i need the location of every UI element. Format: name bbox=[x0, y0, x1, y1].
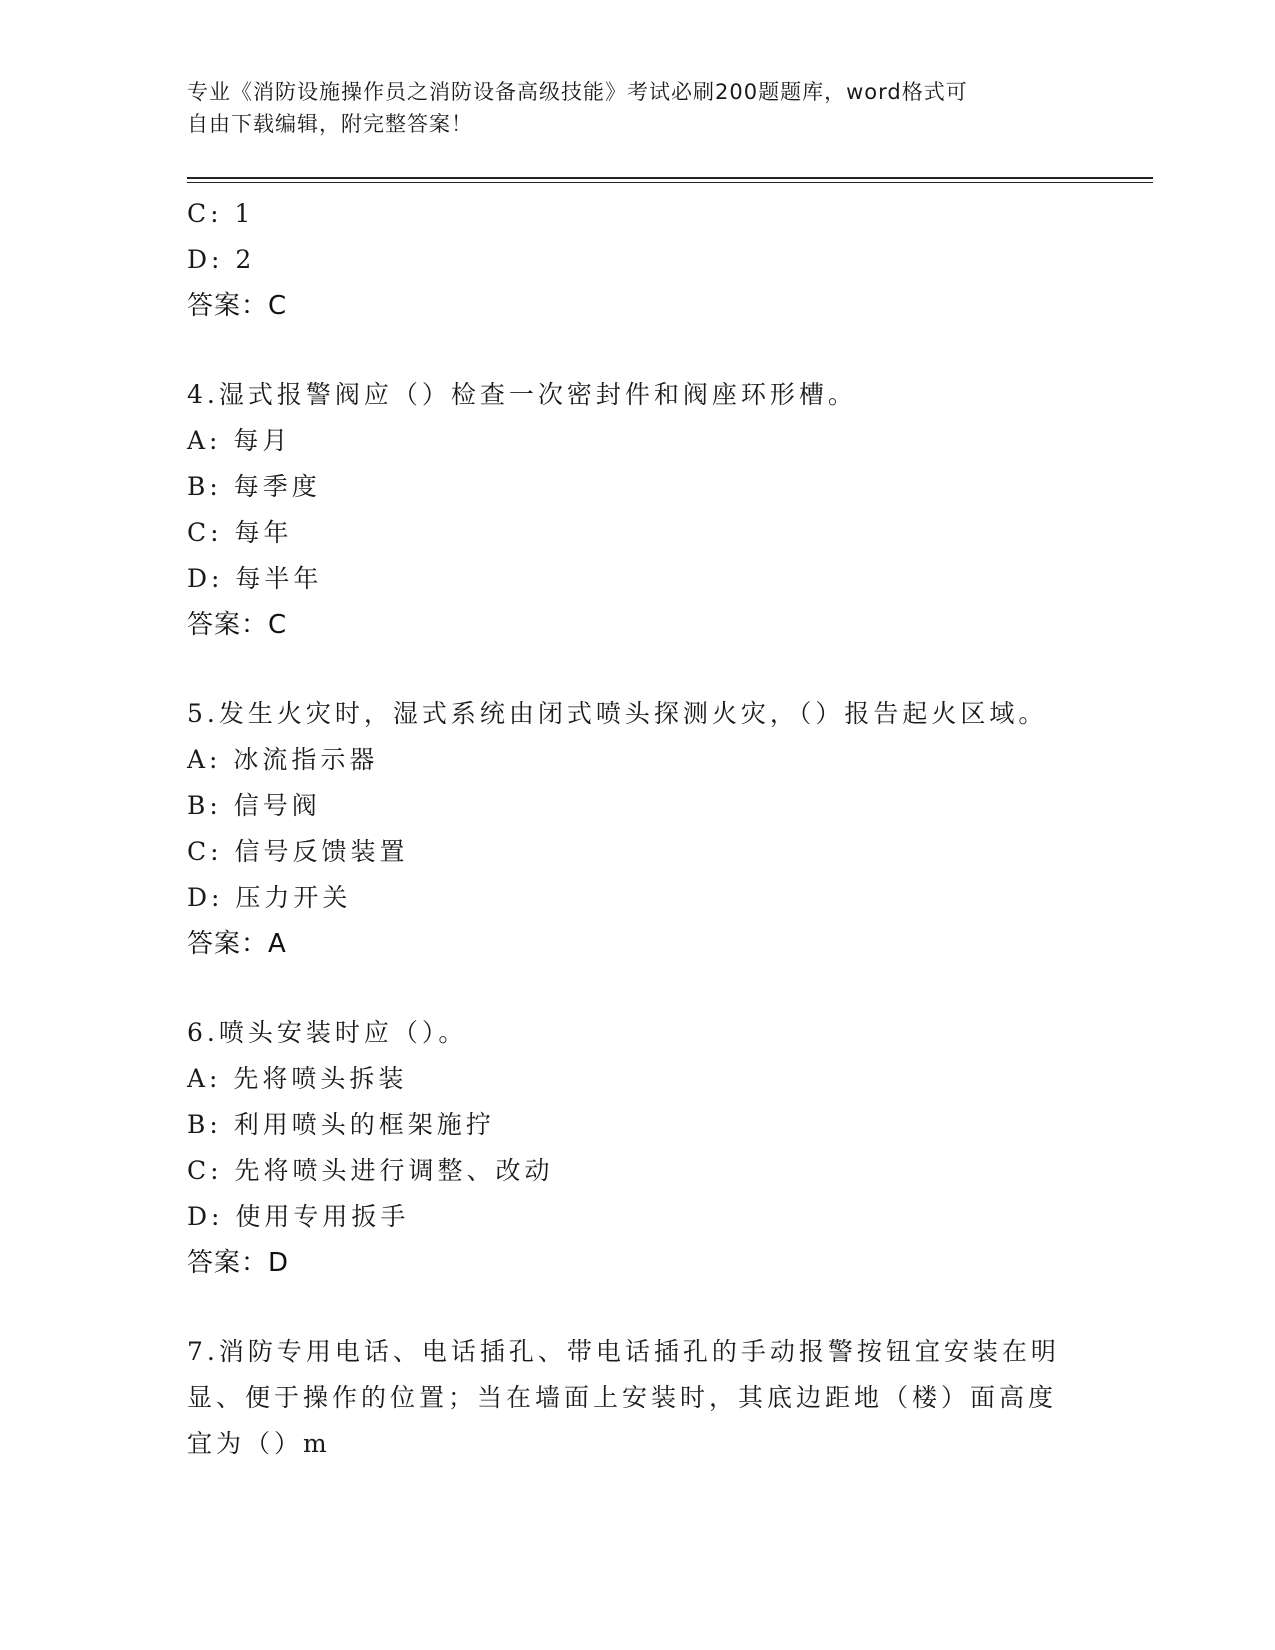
question-5 bbox=[187, 691, 1067, 967]
option-b: B: 信号阀 bbox=[187, 791, 321, 820]
spacer bbox=[187, 1286, 1067, 1329]
question-7 bbox=[187, 1329, 1067, 1467]
option-c: C: 信号反馈装置 bbox=[187, 837, 409, 866]
question-stem: 6.喷头安装时应（）。 bbox=[187, 1018, 468, 1047]
question-4 bbox=[187, 372, 1067, 648]
question-stem-line-3: 宜为（）m bbox=[187, 1429, 331, 1458]
spacer bbox=[187, 329, 1067, 372]
header-divider-thick bbox=[187, 177, 1153, 179]
option-d: D: 压力开关 bbox=[187, 883, 352, 912]
option-c: C: 1 bbox=[187, 199, 255, 228]
document-header bbox=[187, 76, 1067, 140]
header-line-1: 专业《消防设施操作员之消防设备高级技能》考试必刷200题题库，word格式可 bbox=[187, 80, 968, 104]
answer-line: 答案：A bbox=[187, 929, 287, 959]
question-6 bbox=[187, 1010, 1067, 1286]
option-a: A: 冰流指示器 bbox=[187, 745, 379, 774]
option-b: B: 每季度 bbox=[187, 472, 321, 501]
option-b: B: 利用喷头的框架施拧 bbox=[187, 1110, 495, 1139]
header-divider-thin bbox=[187, 182, 1153, 183]
option-a: A: 每月 bbox=[187, 426, 292, 455]
option-a: A: 先将喷头拆装 bbox=[187, 1064, 408, 1093]
option-c: C: 每年 bbox=[187, 518, 293, 547]
question-3 bbox=[187, 191, 1067, 329]
option-c: C: 先将喷头进行调整、改动 bbox=[187, 1156, 554, 1185]
spacer bbox=[187, 967, 1067, 1010]
question-list bbox=[187, 191, 1067, 1467]
answer-line: 答案：C bbox=[187, 291, 288, 321]
question-stem: 5.发生火灾时，湿式系统由闭式喷头探测火灾，（）报告起火区域。 bbox=[187, 699, 1048, 728]
answer-line: 答案：D bbox=[187, 1248, 290, 1278]
question-stem-line-2: 显、便于操作的位置；当在墙面上安装时，其底边距地（楼）面高度 bbox=[187, 1383, 1058, 1412]
option-d: D: 使用专用扳手 bbox=[187, 1202, 410, 1231]
question-stem: 4.湿式报警阀应（）检查一次密封件和阀座环形槽。 bbox=[187, 380, 857, 409]
question-stem-line-1: 7.消防专用电话、电话插孔、带电话插孔的手动报警按钮宜安装在明 bbox=[187, 1337, 1060, 1366]
header-line-2: 自由下载编辑，附完整答案！ bbox=[187, 112, 473, 136]
option-d: D: 2 bbox=[187, 245, 256, 274]
answer-line: 答案：C bbox=[187, 610, 288, 640]
option-d: D: 每半年 bbox=[187, 564, 323, 593]
spacer bbox=[187, 648, 1067, 691]
